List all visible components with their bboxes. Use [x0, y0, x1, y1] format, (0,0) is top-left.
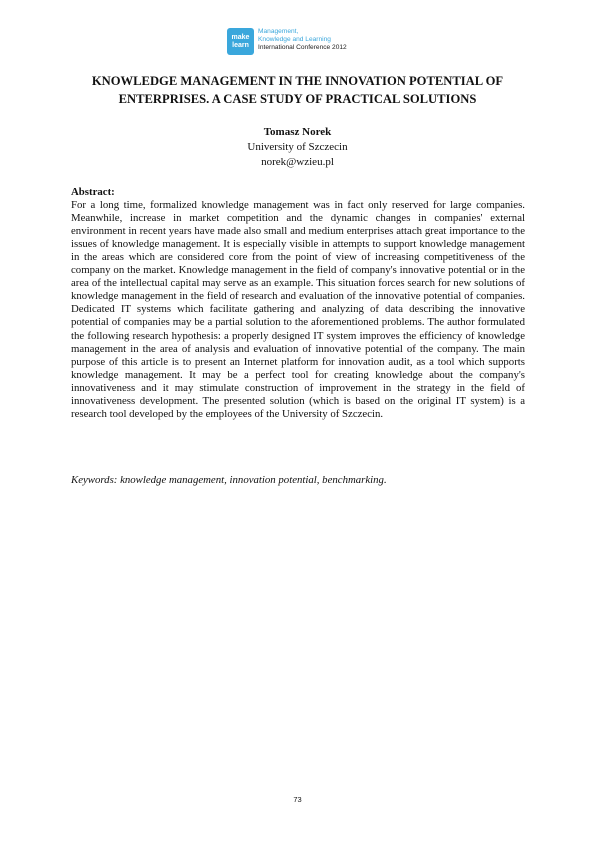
logo-text-top: make	[231, 33, 250, 41]
make-learn-logo	[227, 28, 254, 55]
conference-header	[227, 28, 347, 55]
conference-name	[258, 28, 347, 53]
author-name: Tomasz Norek	[263, 126, 332, 138]
paper-title: KNOWLEDGE MANAGEMENT IN THE INNOVATION POTENTIAL OF ENTERPRISES. A CASE STUDY OF PRACTICAL SOLUTIONS	[91, 74, 504, 106]
abstract-heading: Abstract:	[71, 186, 115, 198]
keywords: Keywords: knowledge management, innovation potential, benchmarking.	[71, 474, 387, 486]
author-email: norek@wzieu.pl	[261, 155, 334, 168]
conference-name-line2: Knowledge and Learning	[258, 36, 331, 44]
abstract-body: For a long time, formalized knowledge management was in fact only reserved for large companies. Meanwhile, increase in market competition and the dynamic changes in companies' external environment in recent years have made also small and medium enterprises attach great importance to the issues of knowledge management. It is especially visible in attempts to support knowledge management in the areas which are considered core from the point of view of increasing competitiveness of the company on the market. Knowledge management in the field of company's innovative potential or in the area of the intellectual capital may serve as an example. This situation forces search for new solutions of knowledge management in the field of research and evaluation of the innovative potential of companies. Dedicated IT systems which facilitate gathering and analyzing of data describing the innovative potential of companies may be a partial solution to the aforementioned problems. The author formulated the following research hypothesis: a properly designed IT system improves the efficiency of knowledge management in the area of analysis and evaluation of innovative potential of the company. The main purpose of this article is to present an Internet platform for innovation audit, as a tool which supports knowledge management. It may be a perfect tool for creating knowledge about the company's innovativeness and it may stimulate construction of improvement in the strategy in the field of innovativeness development. The presented solution (which is based on the original IT system) is a research tool developed by the employees of the University of Szczecin.	[71, 199, 525, 420]
author-affiliation: University of Szczecin	[247, 140, 348, 153]
conference-name-line1: Management,	[258, 28, 299, 35]
abstract-section	[71, 186, 525, 421]
page-number: 73	[293, 795, 302, 804]
conference-name-line3: International Conference 2012	[258, 44, 347, 52]
logo-text-bottom: learn	[232, 41, 249, 49]
author-block	[60, 125, 535, 169]
